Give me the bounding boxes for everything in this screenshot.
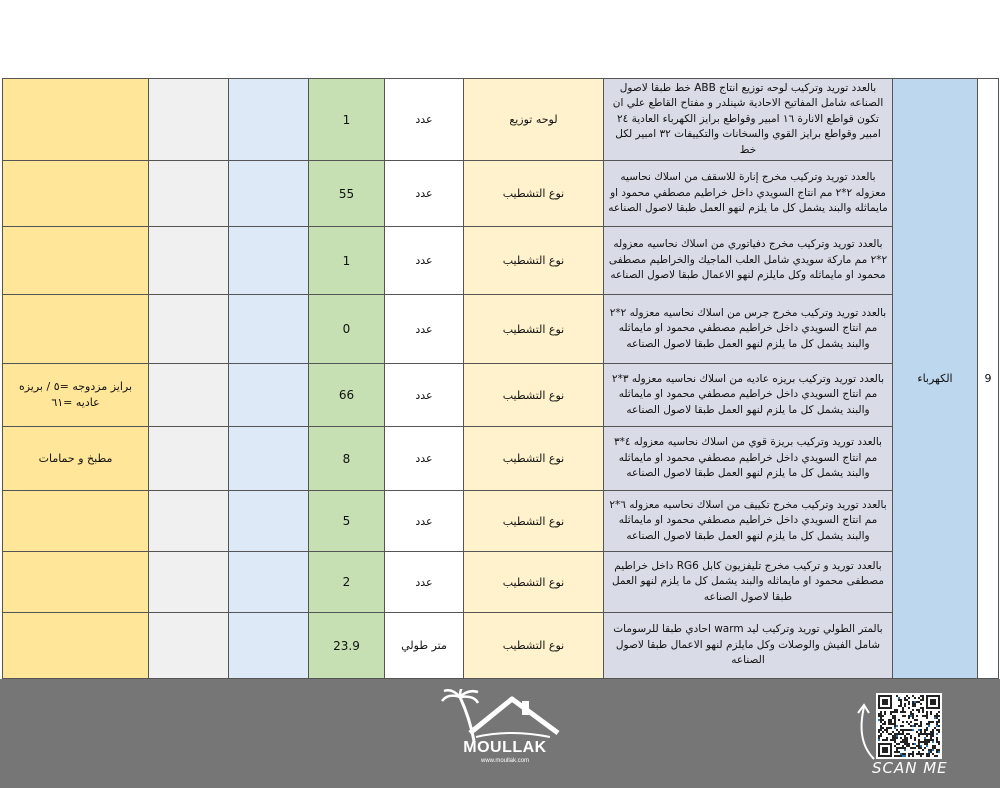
description-cell: بالمتر الطولي توريد وتركيب ليد warm احادي طبقا للرسومات شامل الفيش والوصلات وكل مايلزم لنهو الاعمال طبقا لاصول الصناعه [604,613,893,679]
notes-cell [3,79,149,161]
quantity-cell: 8 [309,427,385,491]
notes-cell [3,161,149,227]
finish-type-cell: لوحه توزيع [464,79,604,161]
notes-cell [3,552,149,613]
description-cell: بالعدد توريد وتركيب مخرج جرس من اسلاك نحاسيه معزوله ٢*٢ مم انتاج السويدي داخل خراطيم مصطفي محمود او مايماثله والبند يشمل كل ما يلزم لنهو العمل طبقا لاصول الصناعه [604,295,893,364]
total-price-cell [149,491,229,552]
description-cell: بالعدد توريد وتركيب مخرج تكييف من اسلاك نحاسيه معزوله ٦*٢ مم انتاج السويدي داخل خراطيم مصطفي محمود او مايماثله والبند يشمل كل ما يلزم لنهو العمل طبقا لاصول الصناعه [604,491,893,552]
boq-table-container [2,78,998,678]
description-cell: بالعدد توريد وتركيب بريزة قوي من اسلاك نحاسيه معزوله ٤*٣ مم انتاج السويدي داخل خراطيم مصطفي محمود او مايماثله والبند يشمل كل ما يلزم لنهو العمل طبقا لاصول الصناعه [604,427,893,491]
unit-cell: عدد [385,364,464,427]
boq-table [2,78,999,679]
total-price-cell [149,552,229,613]
unit-price-cell [229,295,309,364]
total-price-cell [149,161,229,227]
finish-type-cell: نوع التشطيب [464,427,604,491]
finish-type-cell: نوع التشطيب [464,227,604,295]
page-footer [0,679,1000,788]
finish-type-cell: نوع التشطيب [464,613,604,679]
total-price-cell [149,227,229,295]
description-cell: بالعدد توريد و تركيب مخرج تليفزيون كابل RG6 داخل خراطيم مصطفى محمود او مايماثله والبند يشمل كل ما يلزم لنهو العمل طبقا لاصول الصناعه [604,552,893,613]
total-price-cell [149,364,229,427]
unit-price-cell [229,364,309,427]
notes-cell [3,491,149,552]
description-cell: بالعدد توريد وتركيب لوحه توزيع انتاج ABB خط طبقا لاصول الصناعه شامل المفاتيح الاحادية شينلدر و مفتاح القاطع علي ان تكون قواطع الانارة ١٦ امبير وقواطع برايز الكهرباء العادية ٢٤ امبير وقواطع برايز القوي والسخانات والتكييفات ٣٢ امبير لكل خط [604,79,893,161]
moullak-logo [440,689,570,769]
unit-price-cell [229,552,309,613]
table-row [3,491,999,552]
logo-url: www.moullak.com [480,758,529,764]
description-cell: بالعدد توريد وتركيب مخرج إنارة للاسقف من اسلاك نحاسيه معزوله ٢*٢ مم انتاج السويدي داخل خراطيم مصطفي محمود او مايماثله والبند يشمل كل ما يلزم لنهو العمل طبقا لاصول الصناعه [604,161,893,227]
unit-cell: عدد [385,161,464,227]
qr-code-icon[interactable] [876,693,942,759]
unit-cell: متر طولي [385,613,464,679]
notes-cell [3,227,149,295]
quantity-cell: 1 [309,79,385,161]
notes-cell: مطبخ و حمامات [3,427,149,491]
quantity-cell: 66 [309,364,385,427]
unit-price-cell [229,161,309,227]
total-price-cell [149,613,229,679]
quantity-cell: 0 [309,295,385,364]
unit-price-cell [229,227,309,295]
unit-price-cell [229,613,309,679]
house-roof-icon [470,699,558,733]
description-cell: بالعدد توريد وتركيب بريزه عاديه من اسلاك نحاسيه معزوله ٣*٢ مم انتاج السويدي داخل خراطيم مصطفي محمود او مايماثله والبند يشمل كل ما يلزم لنهو العمل طبقا لاصول الصناعه [604,364,893,427]
item-number-cell: 9 [978,79,999,679]
finish-type-cell: نوع التشطيب [464,161,604,227]
notes-cell [3,295,149,364]
table-row [3,161,999,227]
unit-cell: عدد [385,79,464,161]
palm-tree-icon [440,689,570,741]
unit-price-cell [229,491,309,552]
notes-cell [3,613,149,679]
quantity-cell: 2 [309,552,385,613]
description-cell: بالعدد توريد وتركيب مخرج دفياتوري من اسلاك نحاسيه معزوله ٢*٢ مم ماركة سويدي شامل العلب الماجيك والخراطيم مصطفى محمود او مايماثله وكل مايلزم لنهو الاعمال طبقا لاصول الصناعه [604,227,893,295]
finish-type-cell: نوع التشطيب [464,295,604,364]
table-row [3,364,999,427]
table-row [3,613,999,679]
quantity-cell: 23.9 [309,613,385,679]
quantity-cell: 55 [309,161,385,227]
notes-cell: برايز مزدوجه =٥ / بريزه عاديه =٦١ [3,364,149,427]
table-row [3,79,999,161]
unit-cell: عدد [385,427,464,491]
scan-me-label: SCAN ME [872,759,948,777]
total-price-cell [149,295,229,364]
unit-price-cell [229,427,309,491]
table-row [3,295,999,364]
finish-type-cell: نوع التشطيب [464,364,604,427]
table-row [3,227,999,295]
finish-type-cell: نوع التشطيب [464,491,604,552]
table-row [3,552,999,613]
category-cell: الكهرباء [893,79,978,679]
unit-cell: عدد [385,295,464,364]
unit-cell: عدد [385,491,464,552]
finish-type-cell: نوع التشطيب [464,552,604,613]
quantity-cell: 1 [309,227,385,295]
table-row [3,427,999,491]
total-price-cell [149,79,229,161]
unit-cell: عدد [385,227,464,295]
quantity-cell: 5 [309,491,385,552]
unit-price-cell [229,79,309,161]
total-price-cell [149,427,229,491]
unit-cell: عدد [385,552,464,613]
logo-text: MOULLAK [463,739,547,756]
